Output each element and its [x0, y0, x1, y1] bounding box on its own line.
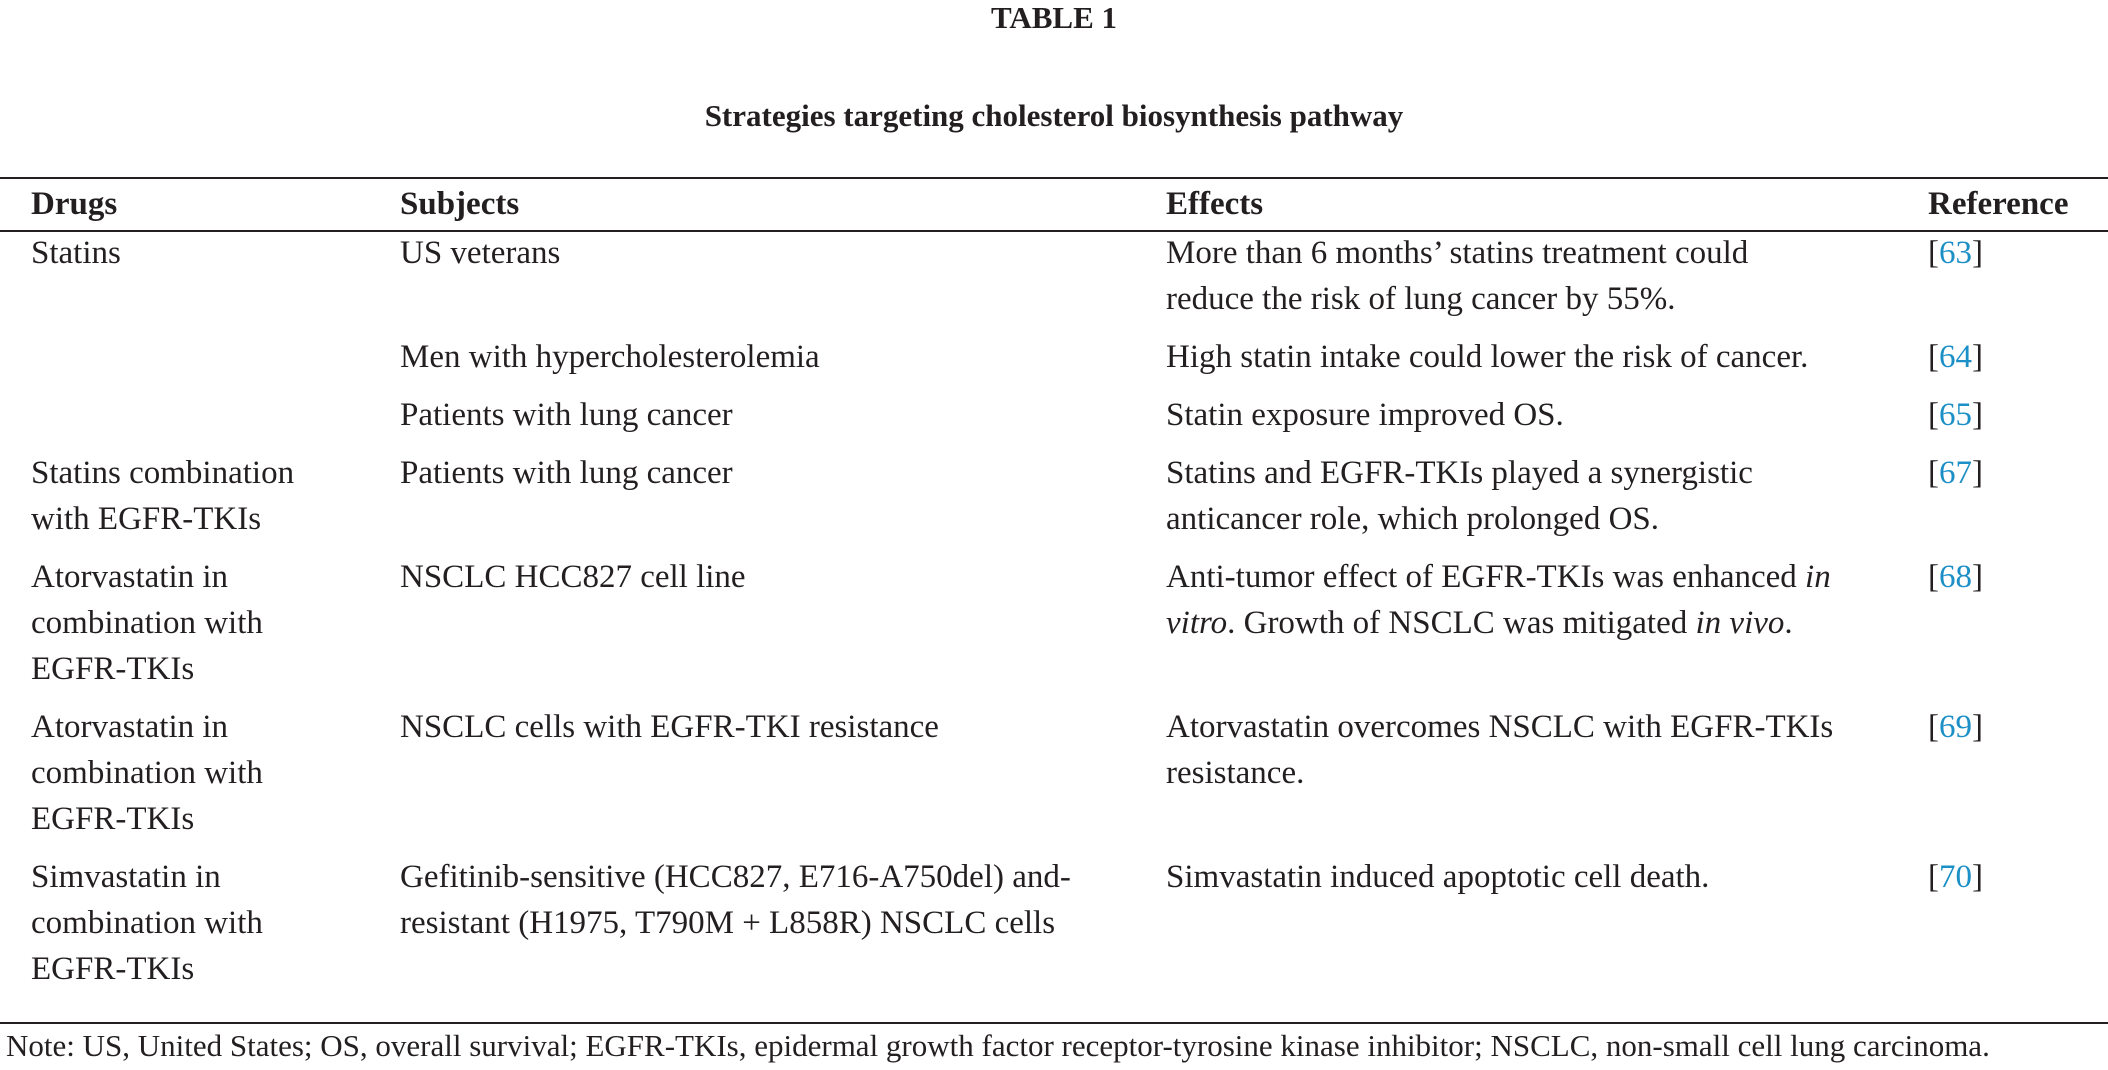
reference-link[interactable]: 70: [1939, 859, 1972, 895]
table-row: [0, 322, 2108, 380]
effect-cell: More than 6 months’ statins treatment could reduce the risk of lung cancer by 55%.: [1166, 235, 1749, 317]
table-label: TABLE 1: [990, 0, 1118, 35]
drug-cell: Simvastatin in combination with EGFR-TKIs: [31, 859, 263, 987]
reference-cell: [68]: [1928, 559, 1983, 595]
effect-cell: Statin exposure improved OS.: [1166, 397, 1564, 433]
subject-cell: Patients with lung cancer: [400, 397, 733, 433]
header-subjects: Subjects: [400, 186, 520, 222]
reference-cell: [69]: [1928, 709, 1983, 745]
effect-cell: Atorvastatin overcomes NSCLC with EGFR-TKIs resistance.: [1166, 709, 1834, 791]
drug-cell: Atorvastatin in combination with EGFR-TKIs: [31, 709, 263, 837]
bottom-rule: [0, 1022, 2108, 1024]
drug-cell: [0, 322, 400, 380]
reference-link[interactable]: 63: [1939, 235, 1972, 271]
drug-cell: Statins: [31, 235, 121, 271]
reference-cell: [64]: [1928, 339, 1983, 375]
table-row: [0, 842, 2108, 992]
subject-cell: NSCLC cells with EGFR-TKI resistance: [400, 709, 939, 745]
header-row: [0, 179, 2108, 230]
header-effects: Effects: [1166, 186, 1264, 222]
table-row: [0, 692, 2108, 842]
reference-cell: [70]: [1928, 859, 1983, 895]
drug-cell: [0, 380, 400, 438]
table-note: Note: US, United States; OS, overall survival; EGFR-TKIs, epidermal growth factor receptor-tyrosine kinase inhibitor; NSCLC, non-small cell lung carcinoma.: [6, 1028, 1990, 1063]
table-row: [0, 230, 2108, 322]
drug-cell: Atorvastatin in combination with EGFR-TKIs: [31, 559, 263, 687]
subject-cell: Gefitinib-sensitive (HCC827, E716-A750del) and- resistant (H1975, T790M + L858R) NSCLC cells: [400, 859, 1071, 941]
subject-cell: NSCLC HCC827 cell line: [400, 559, 746, 595]
effect-cell: High statin intake could lower the risk of cancer.: [1166, 339, 1809, 375]
drug-cell: Statins combination with EGFR-TKIs: [31, 455, 295, 537]
effect-cell: Statins and EGFR-TKIs played a synergistic anticancer role, which prolonged OS.: [1166, 455, 1753, 537]
table-row: [0, 438, 2108, 542]
table-caption: Strategies targeting cholesterol biosynthesis pathway: [704, 98, 1404, 133]
reference-link[interactable]: 67: [1939, 455, 1972, 491]
reference-link[interactable]: 65: [1939, 397, 1972, 433]
table-row: [0, 380, 2108, 438]
reference-link[interactable]: 64: [1939, 339, 1972, 375]
effect-cell: Anti-tumor effect of EGFR-TKIs was enhanced in vitro. Growth of NSCLC was mitigated in vivo.: [1166, 559, 1831, 641]
effect-cell: Simvastatin induced apoptotic cell death.: [1166, 859, 1710, 895]
header-reference: Reference: [1928, 186, 2069, 222]
data-table: [0, 179, 2108, 992]
subject-cell: US veterans: [400, 235, 561, 271]
reference-cell: [65]: [1928, 397, 1983, 433]
reference-cell: [63]: [1928, 235, 1983, 271]
reference-link[interactable]: 68: [1939, 559, 1972, 595]
reference-link[interactable]: 69: [1939, 709, 1972, 745]
reference-cell: [67]: [1928, 455, 1983, 491]
subject-cell: Patients with lung cancer: [400, 455, 733, 491]
subject-cell: Men with hypercholesterolemia: [400, 339, 820, 375]
table-row: [0, 542, 2108, 692]
header-drugs: Drugs: [31, 186, 118, 222]
